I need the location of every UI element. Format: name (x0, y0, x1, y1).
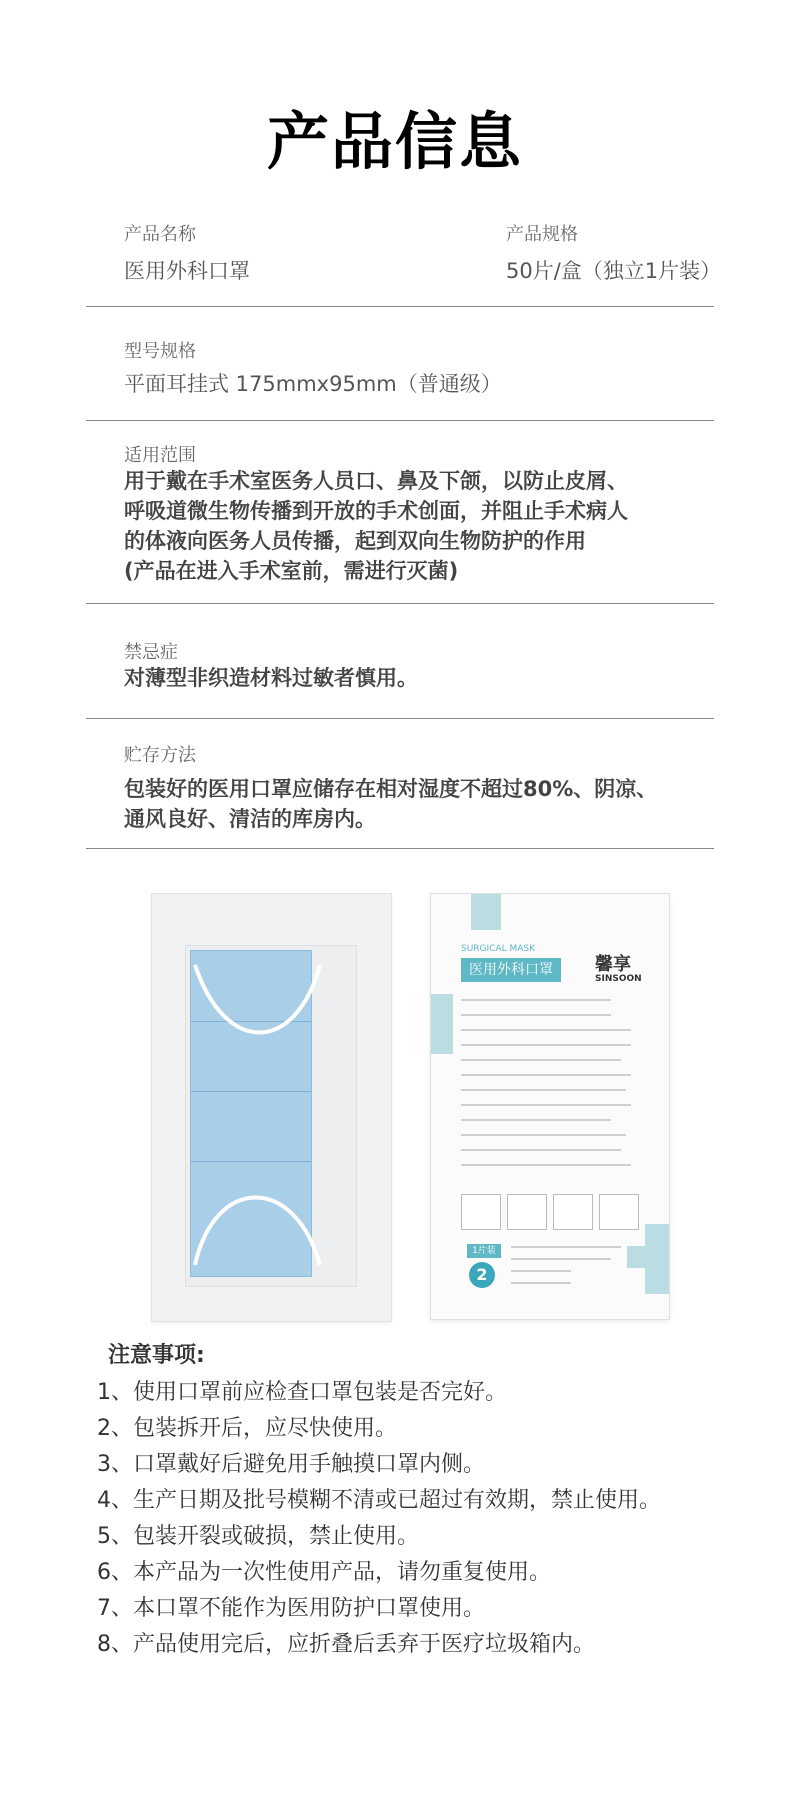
bag-text-line (461, 1119, 611, 1121)
bag-text-line (461, 1059, 621, 1061)
bag-text-line (461, 1089, 626, 1091)
usage-step-icon (461, 1194, 501, 1230)
divider (86, 603, 714, 604)
cross-decoration (627, 1246, 669, 1268)
note-item: 5、包装开裂或破损，禁止使用。 (97, 1524, 419, 1549)
bag-subtitle: SURGICAL MASK (461, 944, 536, 954)
contraindication-label: 禁忌症 (124, 642, 178, 663)
model-value: 平面耳挂式 175mmx95mm（普通级） (124, 372, 502, 396)
ear-loop-icon (185, 945, 345, 1285)
storage-line: 通风良好、清洁的库房内。 (124, 807, 376, 831)
bag-brand-en: SINSOON (595, 974, 642, 984)
product-name-label: 产品名称 (124, 224, 196, 245)
bag-text-line (461, 1104, 631, 1106)
divider (86, 306, 714, 307)
note-item: 6、本产品为一次性使用产品，请勿重复使用。 (97, 1560, 551, 1585)
package-bag-image (430, 893, 670, 1320)
bag-text-line (461, 1074, 631, 1076)
note-item: 1、使用口罩前应检查口罩包装是否完好。 (97, 1380, 507, 1405)
bag-text-line (461, 1014, 611, 1016)
scope-line: 呼吸道微生物传播到开放的手术创面，并阻止手术病人 (124, 499, 628, 523)
scope-label: 适用范围 (124, 445, 196, 466)
bag-text-line (461, 1134, 626, 1136)
bag-text-line (511, 1282, 571, 1284)
bag-text-line (461, 999, 611, 1001)
bag-text-line (511, 1258, 611, 1260)
scope-line: 的体液向医务人员传播，起到双向生物防护的作用 (124, 529, 586, 553)
usage-step-icon (553, 1194, 593, 1230)
bag-text-line (511, 1270, 571, 1272)
note-item: 2、包装拆开后，应尽快使用。 (97, 1416, 397, 1441)
bag-text-line (461, 1164, 631, 1166)
scope-line: 用于戴在手术室医务人员口、鼻及下颌，以防止皮屑、 (124, 469, 628, 493)
divider (86, 420, 714, 421)
product-size-label: 产品规格 (506, 224, 578, 245)
usage-step-icon (507, 1194, 547, 1230)
product-name-value: 医用外科口罩 (124, 259, 250, 283)
storage-label: 贮存方法 (124, 745, 196, 766)
model-label: 型号规格 (124, 341, 196, 362)
bag-pcs-badge: 1片装 (467, 1244, 501, 1258)
bag-text-line (511, 1246, 621, 1248)
scope-line: (产品在进入手术室前，需进行灭菌) (124, 559, 459, 583)
product-size-value: 50片/盒（独立1片装） (506, 259, 722, 283)
bag-text-line (461, 1149, 621, 1151)
cross-decoration (471, 894, 501, 930)
bag-title: 医用外科口罩 (461, 958, 561, 982)
storage-line: 包装好的医用口罩应储存在相对湿度不超过80%、阴凉、 (124, 777, 658, 801)
bag-brand: 馨享 (595, 954, 631, 975)
bag-text-line (461, 1044, 631, 1046)
usage-step-icon (599, 1194, 639, 1230)
single-use-icon: 2 (469, 1262, 495, 1288)
contraindication-value: 对薄型非织造材料过敏者慎用。 (124, 666, 418, 690)
notes-title: 注意事项: (108, 1343, 205, 1368)
note-item: 4、生产日期及批号模糊不清或已超过有效期，禁止使用。 (97, 1488, 661, 1513)
page-title: 产品信息 (266, 105, 523, 178)
divider (86, 718, 714, 719)
note-item: 7、本口罩不能作为医用防护口罩使用。 (97, 1596, 485, 1621)
usage-diagram (461, 1194, 641, 1230)
bag-text-line (461, 1029, 631, 1031)
note-item: 3、口罩戴好后避免用手触摸口罩内侧。 (97, 1452, 485, 1477)
cross-decoration (431, 994, 453, 1054)
divider (86, 848, 714, 849)
note-item: 8、产品使用完后，应折叠后丢弃于医疗垃圾箱内。 (97, 1632, 595, 1657)
